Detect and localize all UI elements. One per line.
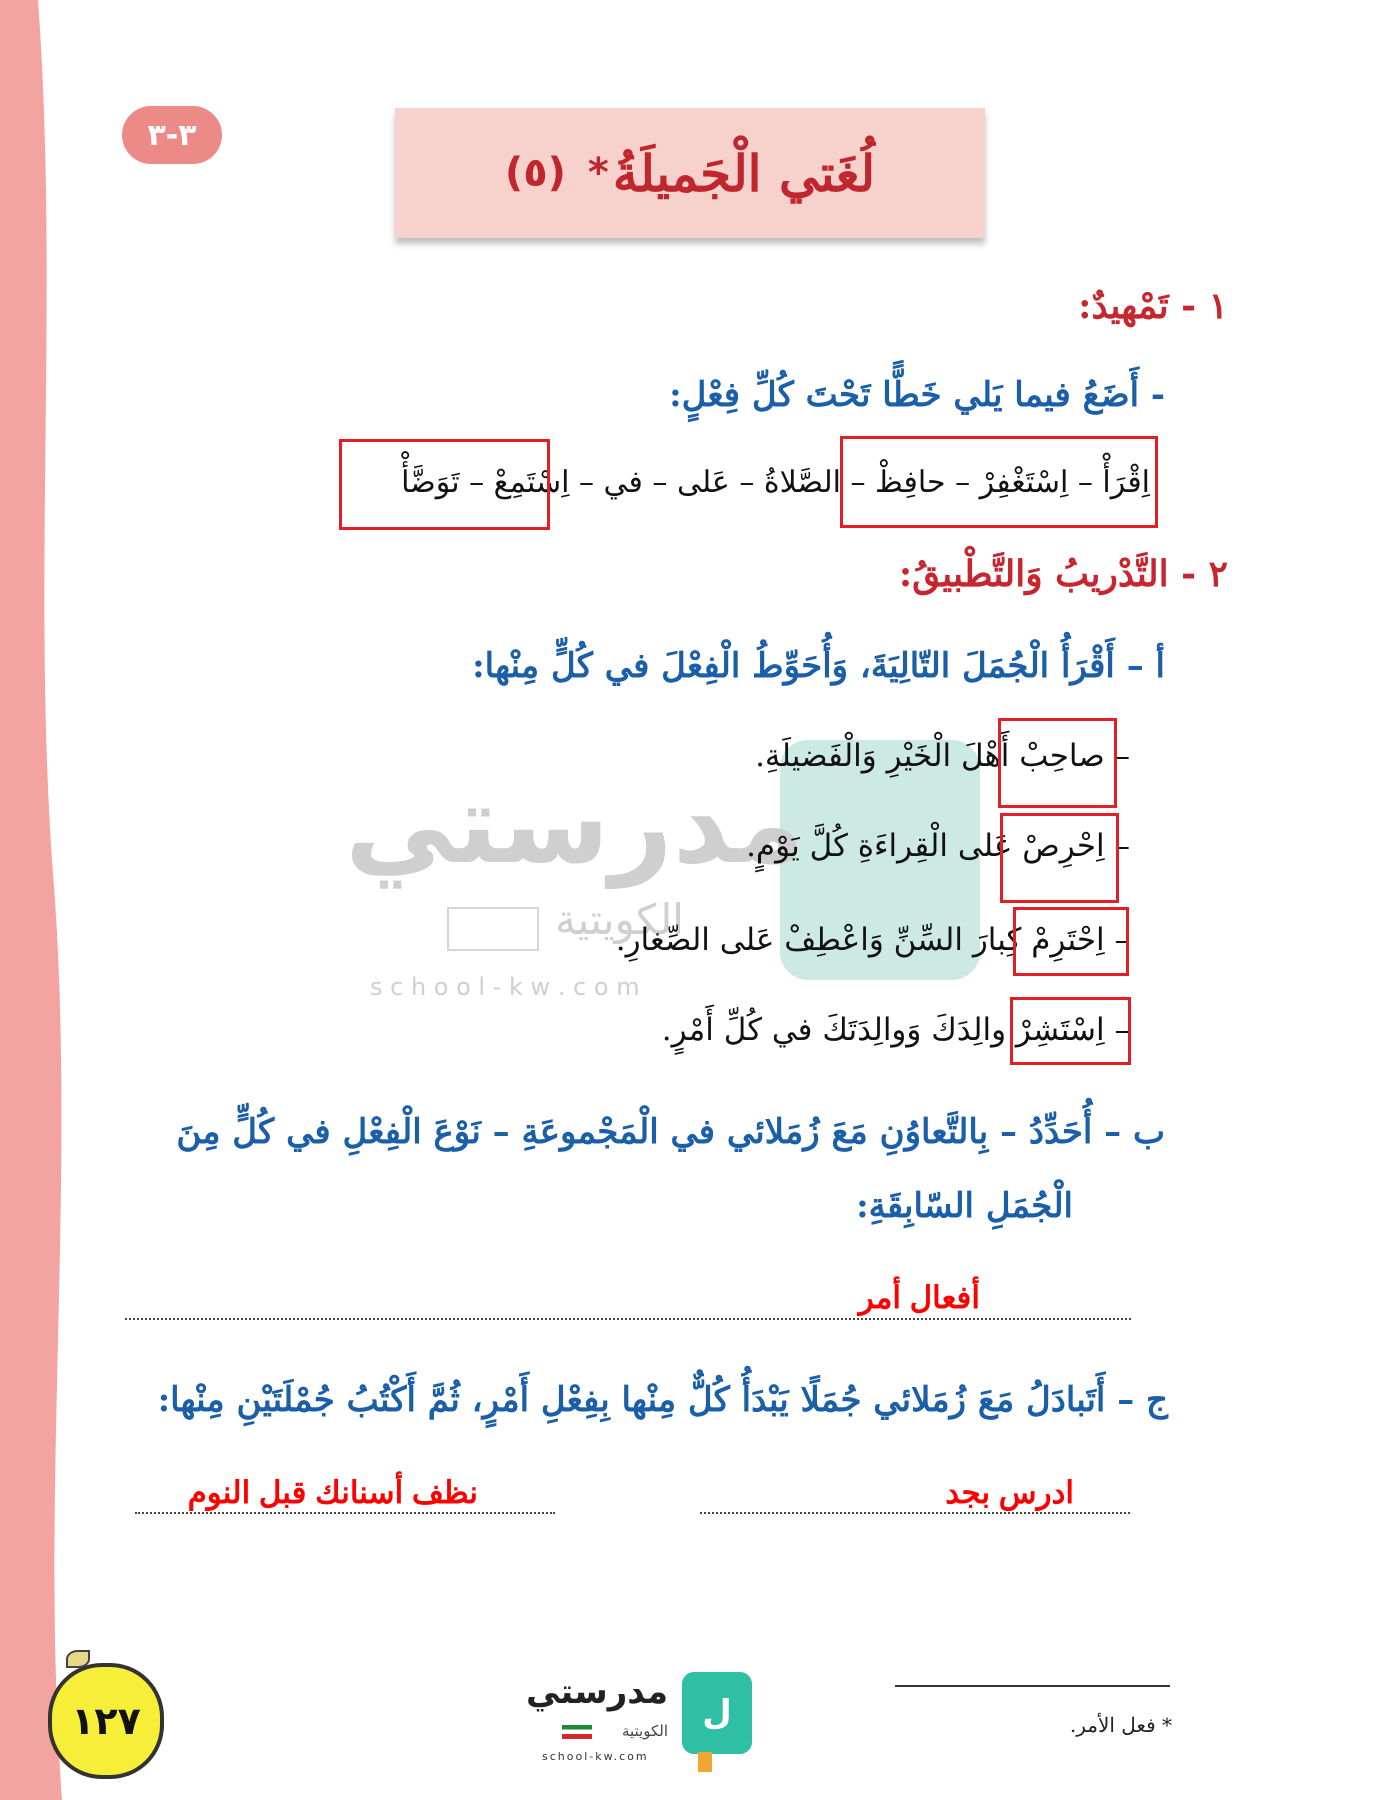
sentence-1: – صاحِبْ أَهْلَ الْخَيْرِ وَالْفَضيلَةِ. (755, 738, 1130, 774)
watermark-sub: الكويتية (555, 895, 684, 944)
lesson-number-text: ٣-٣ (147, 117, 197, 153)
logo-url-text: school-kw.com (542, 1750, 649, 1763)
answer-b-line (125, 1318, 1131, 1320)
bottom-logo (526, 1672, 752, 1772)
page-title: لُغَتي الْجَميلَةُ (612, 143, 876, 203)
watermark-brand: مدرستي (345, 760, 805, 888)
answer-box-sentence-4 (1010, 997, 1131, 1065)
title-banner (395, 108, 985, 238)
sentence-3: – اِحْتَرِمْ كِبارَ السِّنِّ وَاعْطِفْ عَلى الصِّغارِ. (615, 922, 1130, 958)
answer-box-sentence-2 (1000, 813, 1119, 903)
section-1-instruction: - أَضَعُ فيما يَلي خَطًّا تَحْتَ كُلِّ فِعْلٍ: (669, 375, 1165, 415)
section-1-words-line: اِقْرَأْ – اِسْتَغْفِرْ – حافِظْ – الصَّلاةُ – عَلى – في – اِسْتَمِعْ – تَوَضَّأْ (401, 465, 1150, 500)
title-footnote-star: * (587, 150, 609, 196)
answer-box-sentence-1 (998, 718, 1117, 808)
logo-flag-icon (562, 1725, 592, 1739)
answer-box-words-1 (840, 436, 1158, 528)
watermark-flag-icon (447, 907, 539, 951)
answer-c-1: ادرس بجد (945, 1475, 1074, 1510)
footnote-separator (895, 1685, 1170, 1687)
part-a-instruction: أ – أَقْرَأُ الْجُمَلَ التّالِيَةَ، وَأُحَوِّطُ الْفِعْلَ في كُلٍّ مِنْها: (472, 646, 1165, 686)
answer-box-sentence-3 (1013, 907, 1129, 976)
sentence-4: – اِسْتَشِرْ والِدَكَ وَوالِدَتَكَ في كُلِّ أَمْرٍ. (661, 1012, 1130, 1048)
logo-sub-text: الكويتية (621, 1722, 668, 1740)
section-2-heading: ٢ - التَّدْريبُ وَالتَّطْبيقُ: (898, 553, 1228, 595)
section-1-heading: ١ - تَمْهيدٌ: (1078, 285, 1228, 327)
answer-c-2: نظف أسنانك قبل النوم (187, 1475, 478, 1510)
part-b-instruction-line-2: الْجُمَلِ السّابِقَةِ: (856, 1186, 1073, 1226)
answer-c-2-line (135, 1512, 555, 1514)
footnote: * فعل الأمر. (1069, 1713, 1172, 1737)
logo-teal-icon (682, 1672, 752, 1754)
side-decorative-band (0, 0, 75, 1800)
logo-bookmark-icon (698, 1752, 712, 1772)
page-number: ١٢٧ (71, 1699, 141, 1743)
logo-brand-text: مدرستي (526, 1672, 668, 1712)
answer-box-words-2 (339, 439, 550, 530)
leaf-icon (66, 1650, 90, 1668)
part-c-instruction: ج – أَتَبادَلُ مَعَ زُمَلائي جُمَلًا يَبْدَأُ كُلٌّ مِنْها بِفِعْلِ أَمْرٍ، ثُمَّ أَكْتُبُ جُمْلَتَيْنِ مِنْها: (157, 1380, 1168, 1420)
logo-smile-icon: ل (702, 1693, 732, 1733)
part-b-instruction-line-1: ب – أُحَدِّدُ – بِالتَّعاوُنِ مَعَ زُمَلائي في الْمَجْموعَةِ – نَوْعَ الْفِعْلِ في كُلٍّ مِنَ (176, 1112, 1165, 1152)
page-number-circle (48, 1663, 164, 1779)
title-number: (٥) (504, 150, 566, 196)
answer-b: أفعال أمر (858, 1280, 980, 1315)
watermark-url: s c h o o l - k w . c o m (370, 973, 640, 1001)
lesson-number-badge (122, 106, 222, 164)
answer-c-1-line (700, 1512, 1130, 1514)
sentence-2: – اِحْرِصْ عَلى الْقِراءَةِ كُلَّ يَوْمٍ. (746, 828, 1130, 864)
